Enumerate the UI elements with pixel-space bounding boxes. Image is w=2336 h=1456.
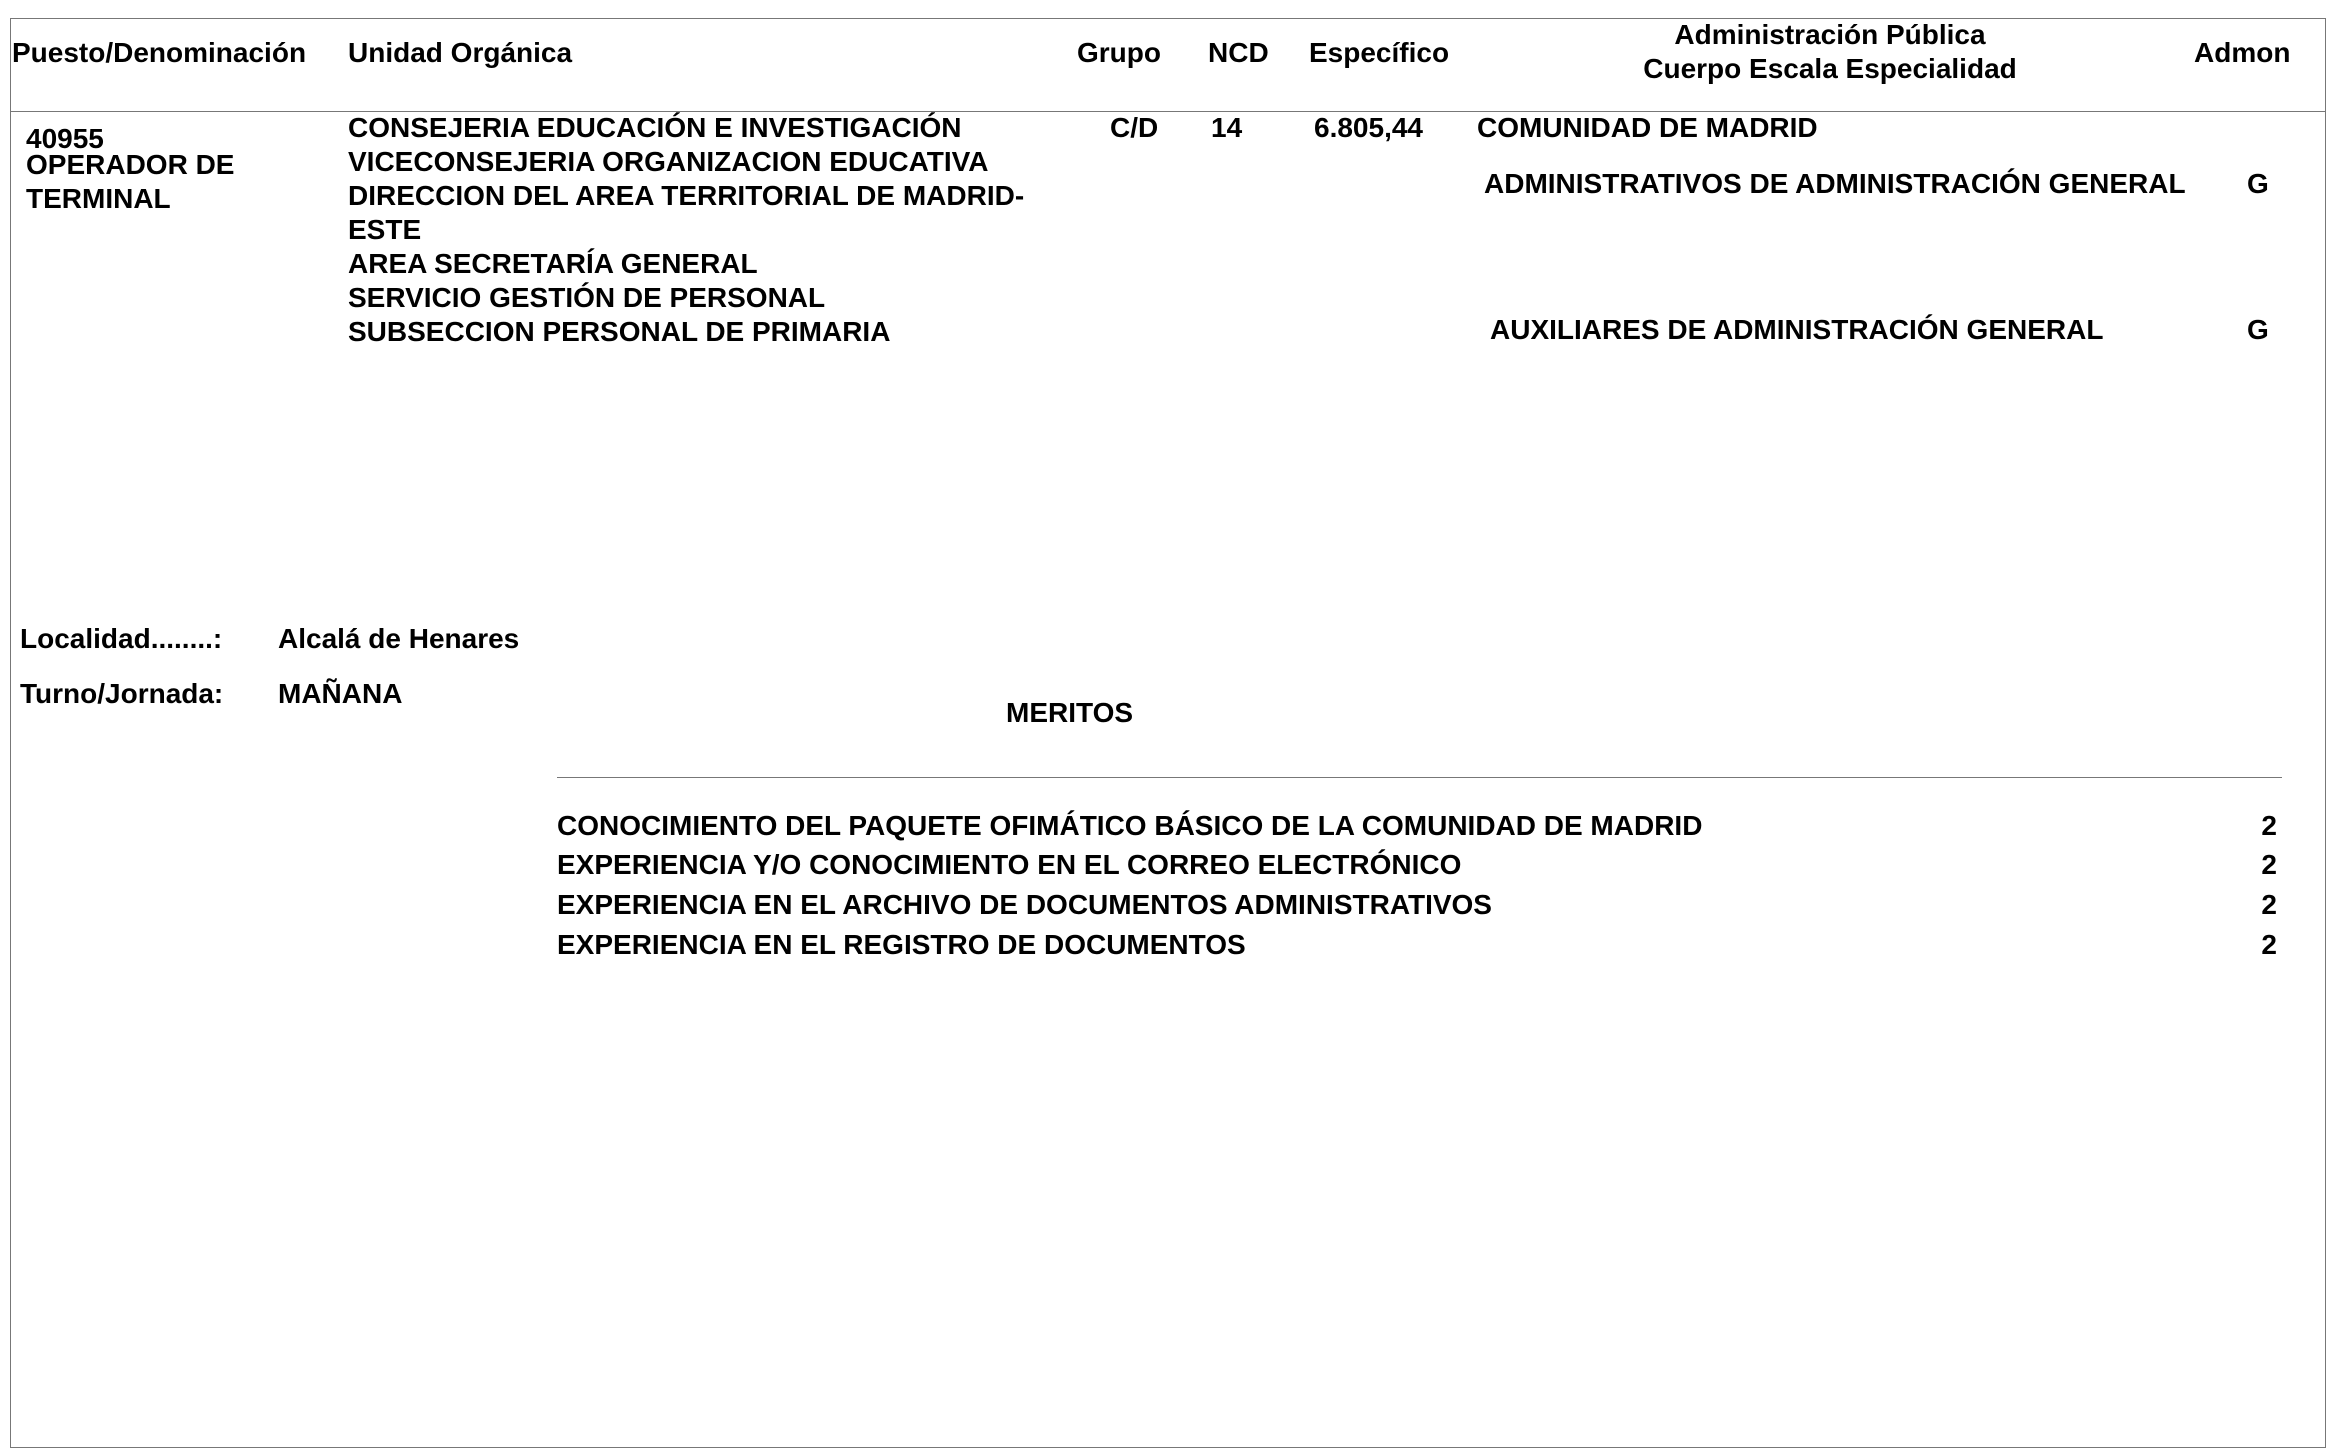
turno-value: MAÑANA — [278, 678, 403, 709]
turno-label: Turno/Jornada: — [20, 678, 224, 709]
puesto-denominacion — [26, 148, 234, 216]
header-ncd: NCD — [1208, 37, 1269, 68]
merito-text: EXPERIENCIA Y/O CONOCIMIENTO EN EL CORREO ELECTRÓNICO — [557, 849, 1462, 880]
unidad-organica — [348, 111, 1024, 349]
record-grupo: C/D — [1110, 112, 1159, 143]
meritos-title: MERITOS — [1006, 697, 1134, 728]
header-puesto: Puesto/Denominación — [12, 37, 307, 68]
cuerpo-admon: G — [2247, 314, 2269, 345]
merito-text: EXPERIENCIA EN EL REGISTRO DE DOCUMENTOS — [557, 929, 1246, 960]
header-especifico: Específico — [1309, 37, 1450, 68]
record-administracion: COMUNIDAD DE MADRID — [1477, 112, 1818, 143]
cuerpo-nombre: ADMINISTRATIVOS DE ADMINISTRACIÓN GENERAL — [1484, 168, 2186, 199]
merito-points: 2 — [2261, 929, 2277, 960]
denominacion-line: OPERADOR DE — [26, 149, 235, 180]
merito-row — [557, 846, 2277, 884]
meritos-divider — [557, 777, 2282, 778]
header-admon: Admon — [2194, 37, 2291, 68]
unidad-line: SERVICIO GESTIÓN DE PERSONAL — [348, 282, 826, 313]
unidad-line: AREA SECRETARÍA GENERAL — [348, 248, 758, 279]
merito-row — [557, 886, 2277, 924]
header-grupo: Grupo — [1077, 37, 1161, 68]
merito-points: 2 — [2261, 889, 2277, 920]
header-unidad: Unidad Orgánica — [348, 37, 573, 68]
record-especifico: 6.805,44 — [1314, 112, 1423, 143]
unidad-line: ESTE — [348, 214, 422, 245]
merito-points: 2 — [2261, 810, 2277, 841]
merito-text: CONOCIMIENTO DEL PAQUETE OFIMÁTICO BÁSICO DE LA COMUNIDAD DE MADRID — [557, 810, 1703, 841]
cuerpo-nombre: AUXILIARES DE ADMINISTRACIÓN GENERAL — [1490, 314, 2104, 345]
unidad-line: DIRECCION DEL AREA TERRITORIAL DE MADRID- — [348, 180, 1025, 211]
cuerpo-admon: G — [2247, 168, 2269, 199]
merito-row — [557, 807, 2277, 845]
unidad-line: SUBSECCION PERSONAL DE PRIMARIA — [348, 316, 891, 347]
puesto-codigo: 40955 — [26, 123, 104, 154]
record-ncd: 14 — [1211, 112, 1243, 143]
header-admin-publica: Administración Pública — [1674, 19, 1986, 50]
merito-text: EXPERIENCIA EN EL ARCHIVO DE DOCUMENTOS ADMINISTRATIVOS — [557, 889, 1492, 920]
denominacion-line: TERMINAL — [26, 183, 171, 214]
header-cuerpo-escala: Cuerpo Escala Especialidad — [1643, 53, 2017, 84]
unidad-line: CONSEJERIA EDUCACIÓN E INVESTIGACIÓN — [348, 112, 962, 143]
merito-row — [557, 926, 2277, 964]
localidad-value: Alcalá de Henares — [278, 623, 520, 654]
merito-points: 2 — [2261, 849, 2277, 880]
unidad-line: VICECONSEJERIA ORGANIZACION EDUCATIVA — [348, 146, 989, 177]
localidad-label: Localidad........: — [20, 623, 223, 654]
